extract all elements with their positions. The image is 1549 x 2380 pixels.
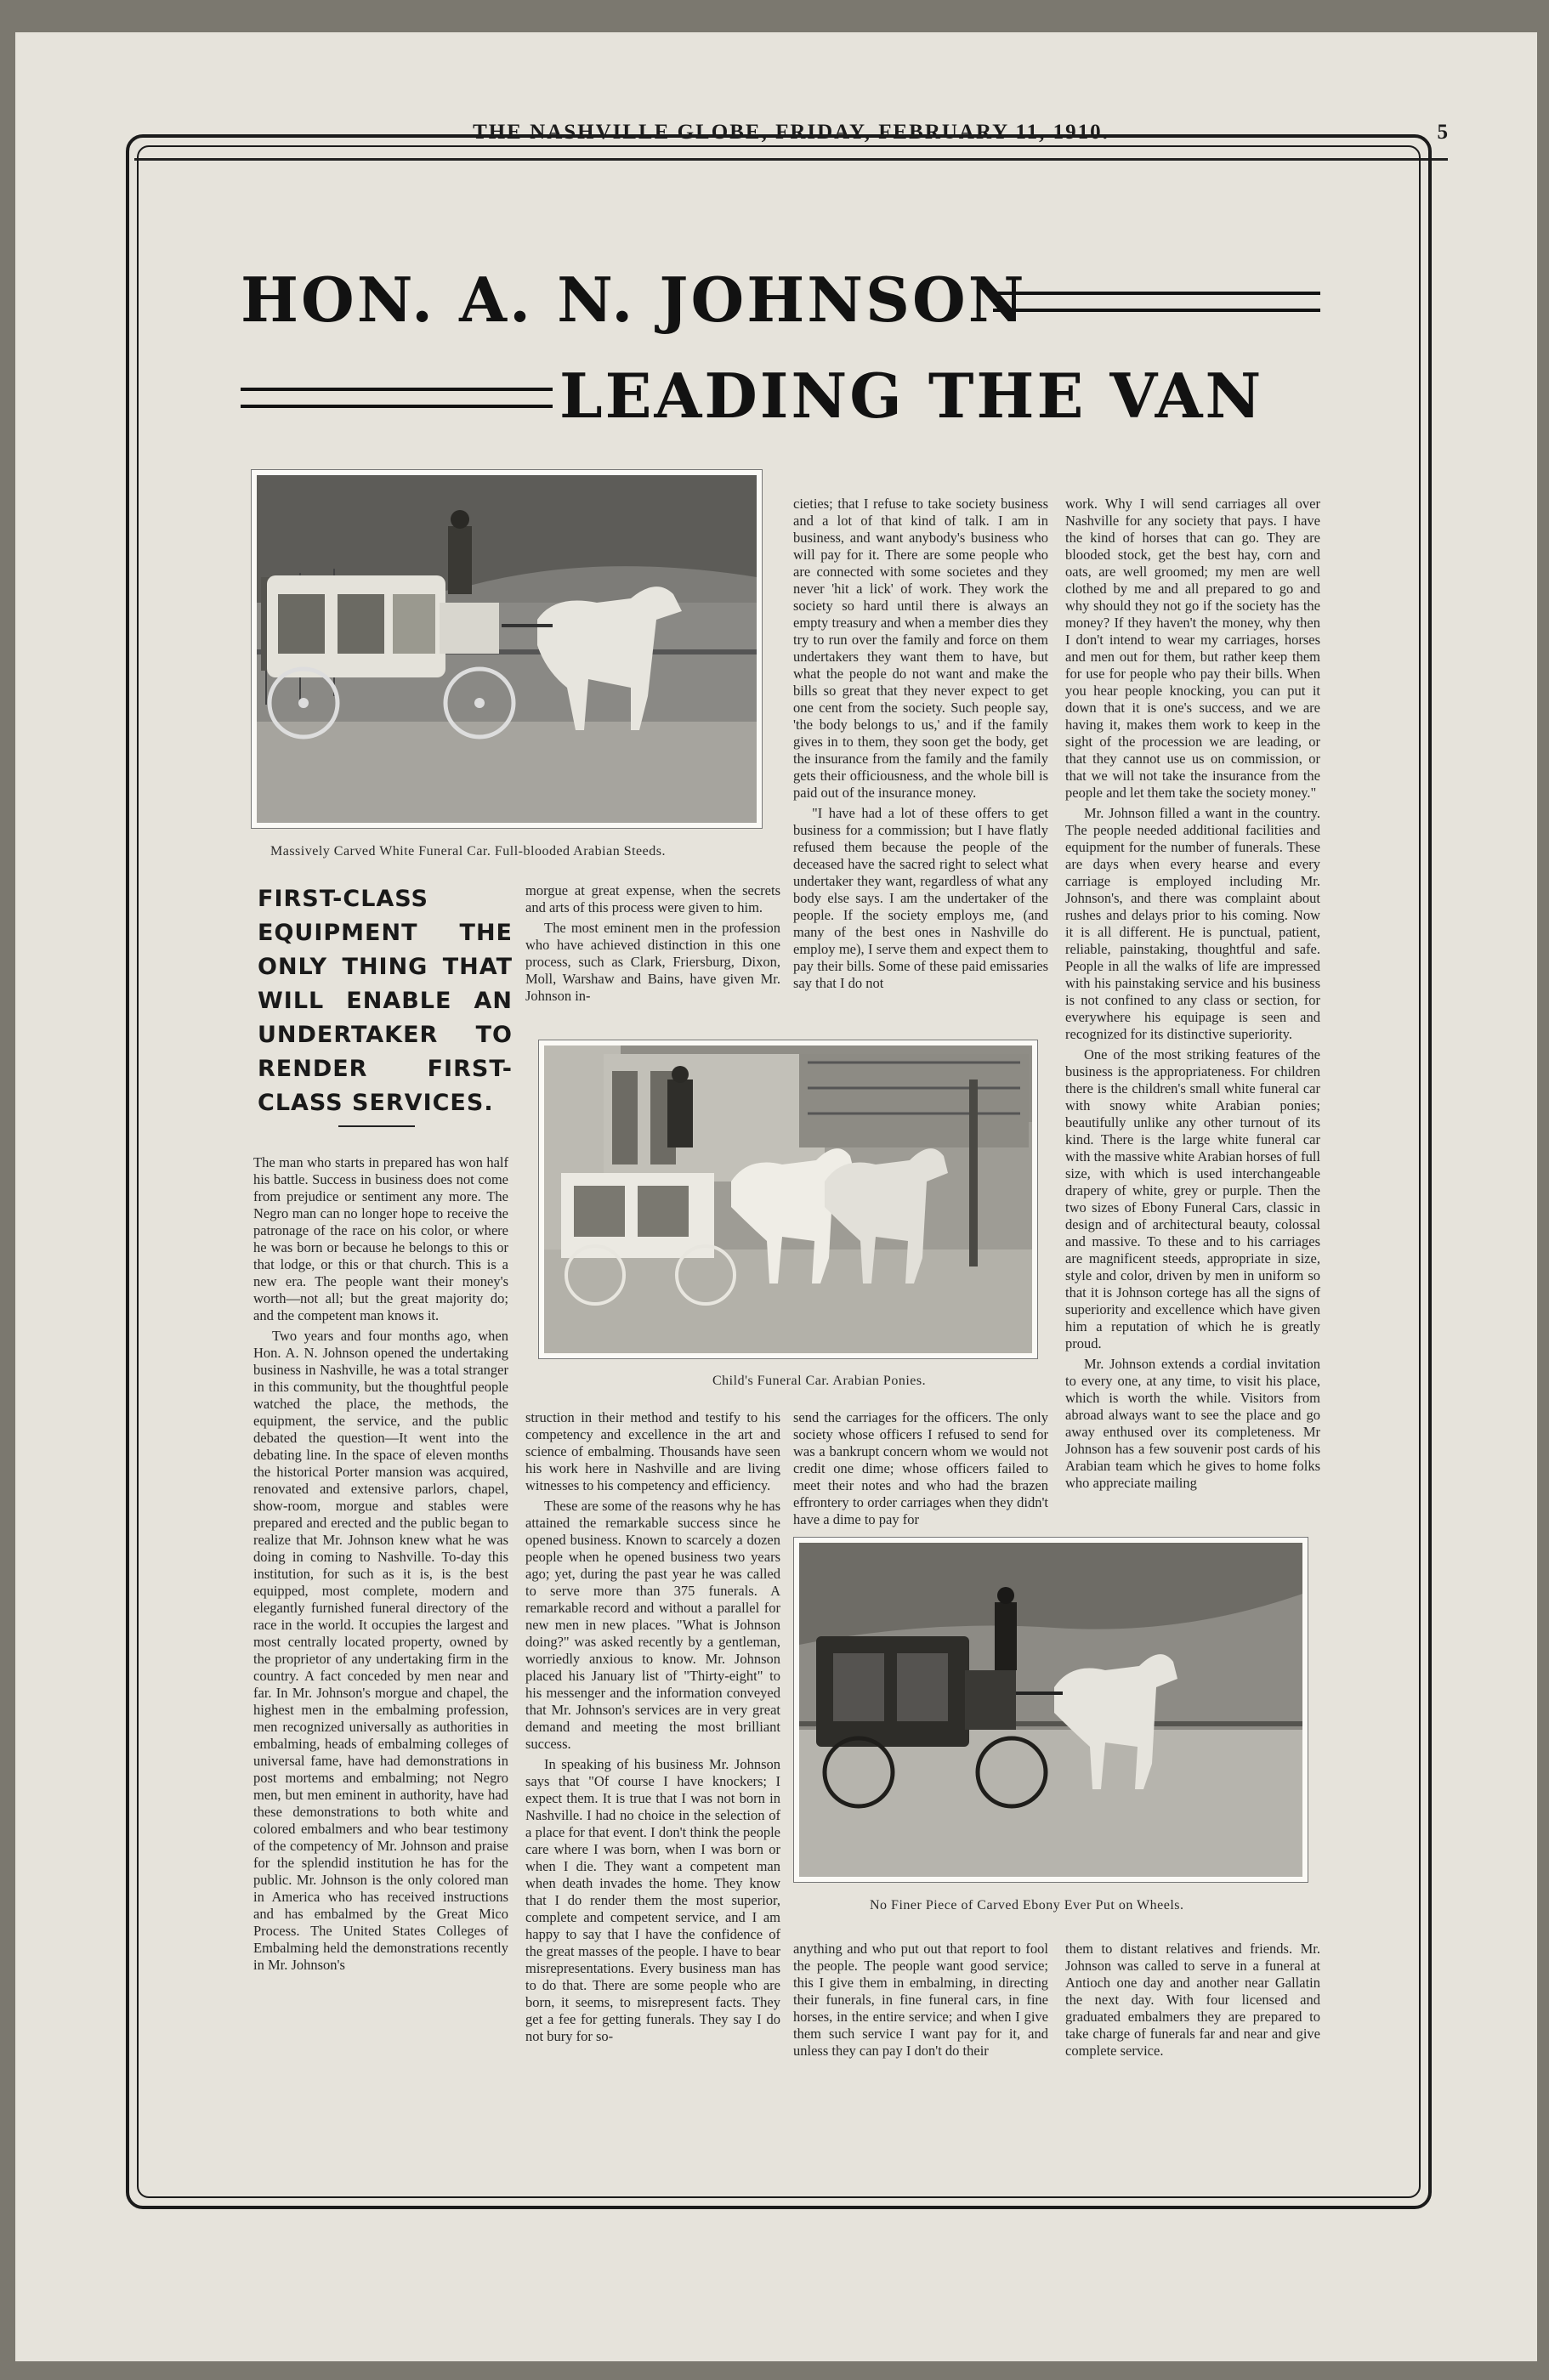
- column-4-para-1: work. Why I will send carriages all over Nashville for any society that pays. I have the kind of horses that can go. They are blooded stock, get the best hay, corn and oats, are well groomed; my men are well clothed by me and all prepared to go and why should they not go if the society has the money? If they haven't the money, why then I don't intend to wear my carriages, horses and men out for them, but rather keep them for use for people who pay their bills. When you hear people knocking, you can put it down that it is one's success, and we are having it, makes them work to keep in the sight of the procession we are leading, or that they cannot use us on commission, or that we will not take the insurance from the people and let them take the society money.": [1065, 496, 1320, 801]
- article-column-4-bottom: [1065, 1941, 1320, 2063]
- carved-ebony-car-image: [799, 1543, 1302, 1877]
- column-2-para-3: struction in their method and testify to his competency and excellence in the art and science of embalming. Thousands have seen his work here in Nashville and are living witnesses to his competency and efficiency.: [525, 1409, 780, 1493]
- column-3-para-1: cieties; that I refuse to take society business and a lot of that kind of talk. I am in business, and want anybody's business who will pay for it. There are some people who are connected with some societes and they never 'hit a lick' of work. They work the society so hard until there is always an empty treasury and when a member dies they try to run over the family and force on them undertakers they want them to have, but what the people do not want and make the bills so great that they never expect to get one cent from the society. Such people say, 'the body belongs to us,' and if the family gives in to them, they soon get the body, get the insurance from the family and the family gets their officiousness, and the whole bill is paid out of the insurance money.: [793, 496, 1048, 801]
- column-3-para-3: send the carriages for the officers. The only society whose officers I refused to send for was a bankrupt concern whom we would not credit one dime; whose officers failed to meet their notes and who had the brazen effrontery to order carriages when they didn't have a dime to pay for: [793, 1409, 1048, 1527]
- page-number: 5: [1437, 121, 1448, 144]
- column-3-para-2: "I have had a lot of these offers to get business for a commission; but I have flatly refused them because the people of the deceased have the sacred right to select what undertaker they want, regardless of what any body else says. I am the undertaker of the people. If the society employs me, (and many of the best ones in Nashville do employ me), I serve them and expect them to pay their bills. Some of these paid emissaries say that I do not: [793, 805, 1048, 991]
- article-column-4: [1065, 496, 1320, 1495]
- caption-photo-1: Massively Carved White Funeral Car. Full-blooded Arabian Steeds.: [270, 844, 666, 858]
- column-3-para-4: anything and who put out that report to fool the people. The people want good service; this I give them in embalming, in directing their funerals, in fine funeral cars, in fine horses, in the entire service; and when I give them such service I want pay for it, and unless they can pay I don't do their: [793, 1941, 1048, 2059]
- article-subhead: FIRST-CLASS EQUIPMENT THE ONLY THING THAT WILL ENABLE AN UNDERTAKER TO RENDER FIRST-CLASS SERVICES.: [258, 886, 513, 1116]
- headline-line-2: LEADING THE VAN: [559, 360, 1264, 432]
- white-funeral-car-image: [257, 475, 757, 823]
- column-2-para-5: In speaking of his business Mr. Johnson says that "Of course I have knockers; I expect them. It is true that I was not born in Nashville. I had no choice in the selection of a place for that event. I don't think the people care where I was born, when I was born or when I die. They want a competent man when death invades the home. They know that I do render them the most superior, complete and competent service, and I am happy to say that I have the confidence of the great masses of the people. I have to bear misrepresentations. Every business man has to do that. There are some people who are born, it seems, to misrepresent facts. They get a fee for getting funerals. They say I do not bury for so-: [525, 1756, 780, 2044]
- newspaper-page: [15, 32, 1537, 2361]
- column-4-para-4: Mr. Johnson extends a cordial invitation to every one, at any time, to visit his place, which is worth the while. Visitors from abroad always want to see the place and go away enthused over its completeness. Mr Johnson has a few souvenir post cards of his Arabian team which he gives to home folks who appreciate mailing: [1065, 1356, 1320, 1491]
- column-2-para-2: The most eminent men in the profession who have achieved distinction in this one process, such as Clark, Friersburg, Dixon, Moll, Warshaw and Bains, have given Mr. Johnson in-: [525, 920, 780, 1004]
- article-column-3-middle: [793, 1409, 1048, 1532]
- column-1-para-1: The man who starts in prepared has won half his battle. Success in business does not come from prejudice or sentiment any more. The Negro man can no longer hope to receive the patronage of the race on his color, or where he was born or because he belongs to this or that lodge, or this or that church. This is a new era. The people want their money's worth—not all; but the great majority do; and the competent man knows it.: [253, 1154, 508, 1323]
- article-column-3-top: [793, 496, 1048, 995]
- photo-white-funeral-car: [251, 469, 763, 829]
- column-4-para-2: Mr. Johnson filled a want in the country. The people needed additional facilities and equipment for the number of funerals. These are days when every hearse and every carriage is employed including Mr. Johnson's, and there was complaint about rushes and delays prior to his coming. Now it is all different. He is punctual, patient, reliable, painstaking, thoughtful and safe. People in all the walks of life are impressed with his painstaking service and his business is not confined to any class or section, for everywhere his equipage is seen and recognized for its distinctive superiority.: [1065, 805, 1320, 1042]
- childs-funeral-car-image: [544, 1046, 1032, 1353]
- headline-rule-right: [993, 292, 1320, 312]
- subhead-rule: [338, 1125, 415, 1127]
- article-column-1: [253, 1154, 508, 1977]
- photo-childs-funeral-car: [538, 1040, 1038, 1359]
- article-column-2-top: [525, 882, 780, 1008]
- column-4-para-5: them to distant relatives and friends. Mr. Johnson was called to serve in a funeral at Antioch one day and another near Gallatin the next day. With four licensed and graduated embalmers they are prepared to take charge of funerals far and near and give complete service.: [1065, 1941, 1320, 2059]
- article-column-3-bottom: [793, 1941, 1048, 2063]
- column-1-para-2: Two years and four months ago, when Hon. A. N. Johnson opened the undertaking business in Nashville, he was a total stranger in this community, but the thoughtful people watched the place, the methods, the equipment, the service, and the public debated the question—It went into the debating line. In the space of eleven months the historical Porter mansion was acquired, renovated and extensive parlors, chapel, show-room, morgue and stables were prepared and erected and the public began to realize that Mr. Johnson knew what he was doing in coming to Nashville. To-day this institution, for such as it is, is the best equipped, most complete, modern and elegantly furnished funeral directory of the race in the world. It occupies the largest and most centrally located property, owned by the proprietor of any undertaking firm in the country. A fact conceded by men near and far. In Mr. Johnson's morgue and chapel, the highest men in the embalming profession, men recognized universally as authorities in embalming, heads of embalming colleges of universal fame, have had demonstrations in post mortems and embalming; not Negro men, but men eminent in authority, have had these demonstrations to both white and colored embalmers and who bear testimony of the competency of Mr. Johnson and praise for the splendid institution he has for the public. Mr. Johnson is the only colored man in America who has received instructions and has embalmed by the Great Mico Process. The United States Colleges of Embalming held the demonstrations recently in Mr. Johnson's: [253, 1328, 508, 1973]
- photo-carved-ebony-car: [793, 1537, 1308, 1883]
- headline-rule-left: [241, 388, 553, 408]
- headline-line-1: HON. A. N. JOHNSON: [241, 264, 1027, 336]
- caption-photo-2: Child's Funeral Car. Arabian Ponies.: [712, 1374, 927, 1388]
- masthead-title: THE NASHVILLE GLOBE, FRIDAY, FEBRUARY 11, 1910.: [473, 121, 1109, 144]
- column-4-para-3: One of the most striking features of the business is the appropriateness. For children there is the children's small white funeral car with snowy white Arabian ponies; beautifully unlike any other turnout of its kind. There is the large white funeral car with the massive white Arabian horses of full size, with which is used interchangeable drapery of white, grey or purple. Then the two sizes of Ebony Funeral Cars, classic in design and of architectural beauty, colossal and massive. To these and to his carriages are magnificent steeds, appropriate in size, style and color, driven by men in uniform so that it is Johnson cortege has all the signs of superiority and excellence which have given him a reputation of which he is greatly proud.: [1065, 1046, 1320, 1352]
- column-2-para-4: These are some of the reasons why he has attained the remarkable success since he opened business. Known to scarcely a dozen people when he opened business two years ago; yet, during the past year he was called to serve more than 375 funerals. A remarkable record and without a parallel for new men in new places. "What is Johnson doing?" was asked recently by a gentleman, worriedly anxious to know. Mr. Johnson placed his January list of "Thirty-eight" to his messenger and the information conveyed that Mr. Johnson's services are in very great demand and meeting the most brilliant success.: [525, 1498, 780, 1752]
- caption-photo-3: No Finer Piece of Carved Ebony Ever Put on Wheels.: [870, 1898, 1184, 1912]
- article-column-2-bottom: [525, 1409, 780, 2048]
- column-2-para-1: morgue at great expense, when the secrets and arts of this process were given to him.: [525, 882, 780, 915]
